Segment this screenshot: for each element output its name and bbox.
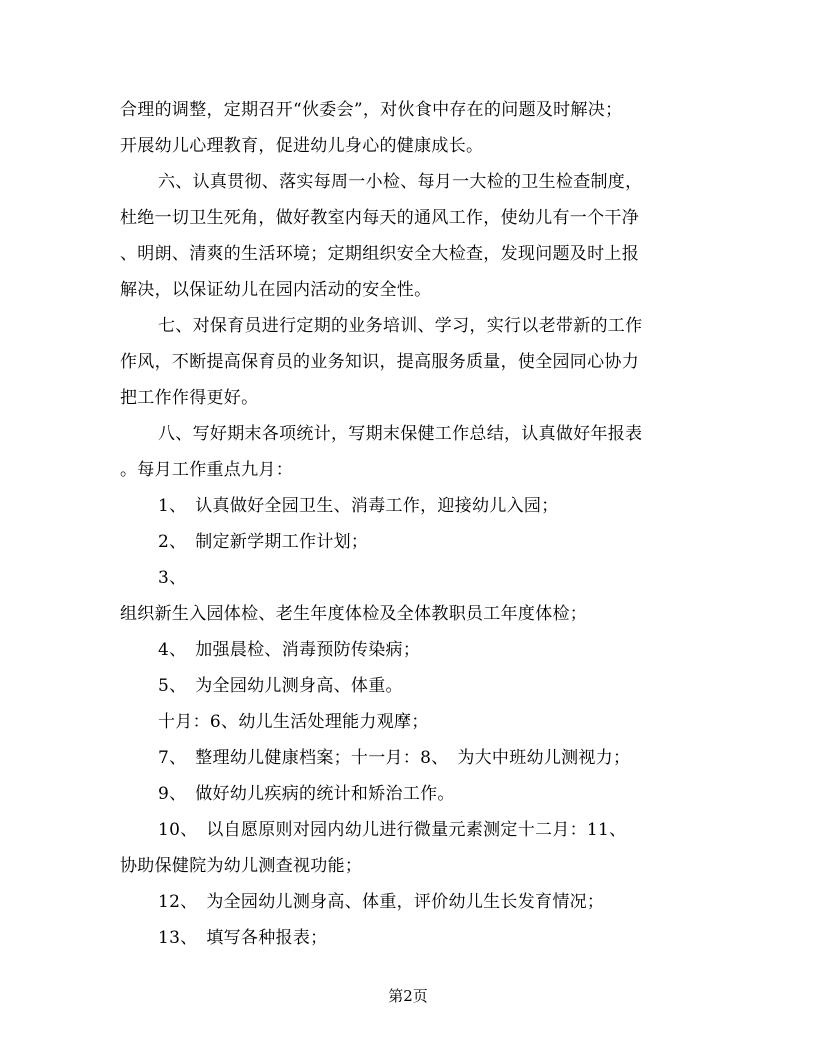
text-line-22: 协助保健院为幼儿测查视功能； — [120, 856, 363, 876]
text-line-24: 13、 填写各种报表； — [158, 928, 328, 948]
text-line-21: 10、 以自愿原则对园内幼儿进行微量元素测定十二月：11、 — [158, 820, 627, 840]
text-line-15: 组织新生入园体检、老生年度体检及全体教职员工年度体检； — [120, 604, 588, 624]
text-line-1: 合理的调整，定期召开“伙委会”，对伙食中存在的问题及时解决； — [120, 100, 623, 120]
text-line-9: 把工作作得更好。 — [120, 388, 259, 408]
text-line-10: 八、写好期末各项统计，写期末保健工作总结，认真做好年报表 — [158, 424, 643, 444]
text-line-7: 七、对保育员进行定期的业务培训、学习，实行以老带新的工作 — [158, 316, 643, 336]
text-line-13: 2、 制定新学期工作计划； — [158, 532, 369, 552]
text-line-8: 作风，不断提高保育员的业务知识，提高服务质量，使全园同心协力 — [120, 352, 639, 372]
text-line-5: 、明朗、清爽的生活环境；定期组织安全大检查，发现问题及时上报 — [120, 244, 639, 264]
page-number: 第2页 — [388, 987, 428, 1005]
text-line-20: 9、 做好幼儿疾病的统计和矫治工作。 — [158, 784, 455, 804]
text-line-2: 开展幼儿心理教育，促进幼儿身心的健康成长。 — [120, 136, 484, 156]
text-line-12: 1、 认真做好全园卫生、消毒工作，迎接幼儿入园； — [158, 496, 559, 516]
text-line-3: 六、认真贯彻、落实每周一小检、每月一大检的卫生检查制度， — [158, 172, 643, 192]
text-line-17: 5、 为全园幼儿测身高、体重。 — [158, 676, 403, 696]
text-line-4: 杜绝一切卫生死角，做好教室内每天的通风工作，使幼儿有一个干净 — [120, 208, 639, 228]
text-line-11: 。每月工作重点九月： — [120, 460, 293, 480]
text-line-23: 12、 为全园幼儿测身高、体重，评价幼儿生长发育情况； — [158, 892, 605, 912]
text-line-18: 十月：6、幼儿生活处理能力观摩； — [158, 712, 429, 732]
text-line-6: 解决，以保证幼儿在园内活动的安全性。 — [120, 280, 432, 300]
text-line-19: 7、 整理幼儿健康档案；十一月：8、 为大中班幼儿测视力； — [158, 748, 631, 768]
text-line-14: 3、 — [158, 568, 187, 588]
text-line-16: 4、 加强晨检、消毒预防传染病； — [158, 640, 421, 660]
